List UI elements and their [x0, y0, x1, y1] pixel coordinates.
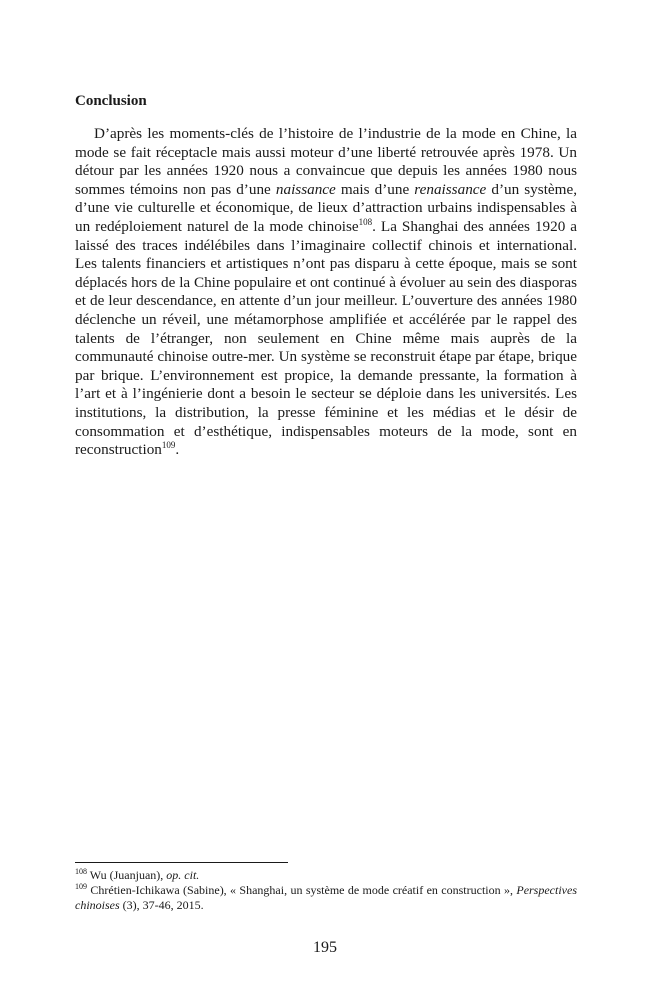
text-segment: . — [175, 441, 180, 459]
footnote-ref-108[interactable]: 108 — [358, 216, 373, 227]
body-paragraph — [75, 125, 577, 460]
text-segment: . La Shanghai des années 1920 a laissé des traces indélébiles dans l’imaginaire collectif chinois et international. Les talents financiers et artistiques n’ont pas disparu à cette époque, mais se sont déplacés hors de la Chine populaire et ont continué à évoluer au sein des diasporas et de leur descendance, en attente d’un jour meilleur. L’ouverture des années 1980 déclenche un réveil, une métamorphose amplifiée et accélérée par le rappel des talents de l’étranger, non seulement en Chine même mais auprès de la communauté chinoise outre-mer. Un système se reconstruit étape par étape, brique par brique. L’environnement est propice, la demande pressante, la formation à l’art et à l’ingénierie dont a besoin le secteur se déploie dans les universités. Les institutions, la distribution, la presse féminine et les médias et le désir de consommation et d’esthétique, indispensables moteurs de la mode, sont en reconstruction — [75, 217, 577, 459]
footnote-text: Chrétien-Ichikawa (Sabine), « Shanghai, un système de mode créatif en construction », — [87, 883, 517, 897]
footnote-109 — [75, 883, 577, 913]
footnote-number: 108 — [75, 867, 87, 876]
footnote-108 — [75, 868, 577, 883]
footnote-italic: op. cit. — [166, 868, 200, 882]
text-segment: D’après les moments-clés de l’histoire de l’industrie de la mode en Chine, la mode se fait réceptacle mais aussi moteur d’une liberté retrouvée après 1978. Un détour par les années 1920 nous a convaincue que depuis les années 1980 nous sommes témoins non pas d’une — [75, 125, 577, 198]
footnotes — [75, 868, 577, 913]
page-number: 195 — [313, 939, 337, 956]
footnote-number: 109 — [75, 882, 87, 891]
italic-term-naissance: naissance — [275, 180, 336, 198]
footnote-divider — [75, 862, 288, 863]
text-segment: mais d’une — [335, 180, 415, 198]
footnote-italic: Perspectives chinoises — [75, 883, 577, 912]
footnote-ref-109[interactable]: 109 — [161, 440, 176, 451]
italic-term-renaissance: renaissance — [414, 180, 487, 198]
footnote-text: Wu (Juanjuan), — [87, 868, 167, 882]
text-segment: d’un système, d’une vie culturelle et économique, de lieux d’attraction urbains indispensables à un redéploiement naturel de la mode chinoise — [75, 180, 577, 235]
footnote-tail: (3), 37-46, 2015. — [119, 898, 204, 912]
section-heading: Conclusion — [75, 93, 147, 109]
